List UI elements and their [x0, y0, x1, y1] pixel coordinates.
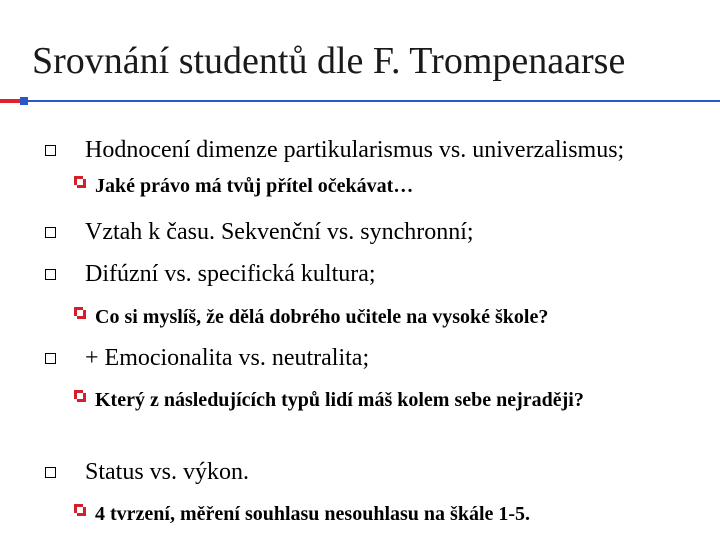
slide-title: Srovnání studentů dle F. Trompenaarse [32, 40, 626, 82]
checkbox-bullet-icon [45, 145, 56, 156]
list-item [74, 171, 413, 201]
flag-bullet-icon [74, 390, 86, 402]
bullet-text: Hodnocení dimenze partikularismus vs. univerzalismus; [85, 137, 625, 163]
title-divider-marker [20, 97, 28, 105]
flag-bullet-icon [74, 504, 86, 516]
flag-bullet-icon [74, 307, 86, 319]
list-item [74, 302, 548, 332]
bullet-text: + Emocionalita vs. neutralita; [85, 345, 370, 371]
title-divider-blue [24, 100, 720, 102]
checkbox-bullet-icon [45, 227, 56, 238]
bullet-text: Difúzní vs. specifická kultura; [85, 261, 376, 287]
list-item [74, 385, 595, 415]
list-item [45, 259, 376, 289]
checkbox-bullet-icon [45, 353, 56, 364]
sub-bullet-text: Který z následujících typů lidí máš kolem sebe nejraději? [95, 389, 584, 411]
checkbox-bullet-icon [45, 269, 56, 280]
list-item [45, 217, 474, 247]
sub-bullet-text: Jaké právo má tvůj přítel očekávat… [95, 175, 414, 197]
bullet-text: Vztah k času. Sekvenční vs. synchronní; [85, 219, 474, 245]
list-item [45, 343, 369, 373]
sub-bullet-text: 4 tvrzení, měření souhlasu nesouhlasu na škále 1-5. [95, 503, 531, 525]
sub-bullet-text: Co si myslíš, že dělá dobrého učitele na vysoké škole? [95, 306, 549, 328]
list-item [74, 499, 530, 529]
checkbox-bullet-icon [45, 467, 56, 478]
flag-bullet-icon [74, 176, 86, 188]
list-item [45, 135, 624, 165]
list-item [45, 457, 249, 487]
bullet-text: Status vs. výkon. [85, 459, 250, 485]
